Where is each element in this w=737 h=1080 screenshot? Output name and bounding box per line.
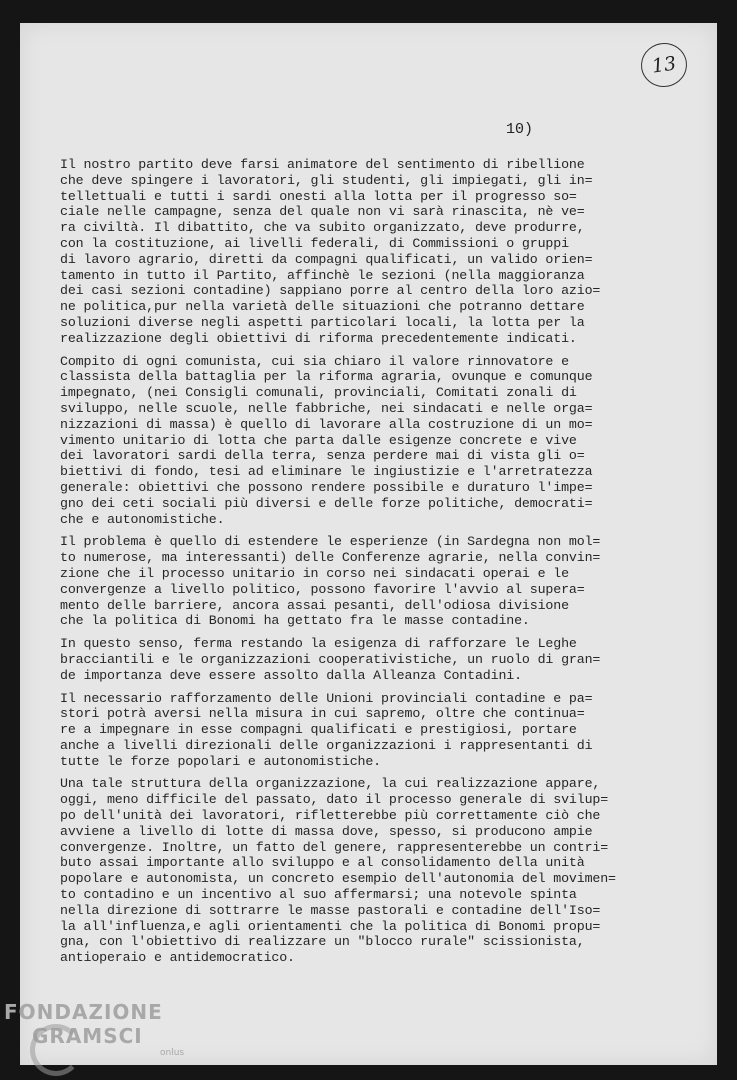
text-line: tamento in tutto il Partito, affinchè le sezioni (nella maggioranza [60,267,585,283]
text-line: de importanza deve essere assolto dalla Alleanza Contadini. [60,667,522,683]
text-line: Il necessario rafforzamento delle Unioni provinciali contadine e pa= [60,690,593,706]
paragraph [60,157,656,347]
text-line: Una tale struttura della organizzazione, la cui realizzazione appare, [60,776,601,792]
text-line: dei casi sezioni contadine) sappiano porre al centro della loro azio= [60,283,601,299]
text-line: antioperaio e antidemocratico. [60,950,295,966]
text-line: ra civiltà. Il dibattito, che va subito organizzato, deve produrre, [60,220,585,236]
watermark-line1: FONDAZIONE [4,1000,163,1024]
text-line: gno dei ceti sociali più diversi e delle forze politiche, democrati= [60,495,593,511]
text-line: vimento unitario di lotta che parta dalle esigenze concrete e vive [60,432,577,448]
text-line: impegnato, (nei Consigli comunali, provinciali, Comitati zonali di [60,385,577,401]
watermark-line2: GRAMSCI [32,1024,143,1048]
text-line: dei lavoratori sardi della terra, senza perdere mai di vista gli o= [60,448,585,464]
text-line: po dell'unità dei lavoratori, rifletterebbe più correttamente ciò che [60,808,601,824]
text-line: convergenze a livello politico, possono favorire l'avvio al supera= [60,581,585,597]
text-line: oggi, meno difficile del passato, dato il processo generale di svilup= [60,792,609,808]
page-number: 10) [506,121,534,138]
text-line: to numerose, ma interessanti) delle Conferenze agrarie, nella convin= [60,550,601,566]
text-line: re a impegnare in esse compagni qualificati e prestigiosi, portare [60,722,577,738]
text-line: stori potrà aversi nella misura in cui sapremo, oltre che continua= [60,706,585,722]
text-line: tellettuali e tutti i sardi onesti alla lotta per il progresso so= [60,188,577,204]
paragraph [60,636,656,683]
text-line: zione che il processo unitario in corso nei sindacati operai e le [60,565,569,581]
text-line: popolare e autonomista, un concreto esempio dell'autonomia del movimen= [60,871,616,887]
text-line: la all'influenza,e agli orientamenti che la politica di Bonomi propu= [60,918,601,934]
archive-number: 13 [650,52,678,78]
paragraph [60,534,656,629]
text-line: realizzazione degli obiettivi di riforma precedentemente indicati. [60,330,577,346]
text-line: ne politica,pur nella varietà delle situazioni che potranno dettare [60,299,585,315]
text-line: soluzioni diverse negli aspetti particolari locali, la lotta per la [60,314,585,330]
paragraph [60,691,656,770]
text-line: buto assai importante allo sviluppo e al consolidamento della unità [60,855,585,871]
text-line: Il nostro partito deve farsi animatore del sentimento di ribellione [60,157,585,172]
text-line: Compito di ogni comunista, cui sia chiaro il valore rinnovatore e [60,353,569,369]
text-line: che la politica di Bonomi ha gettato fra le masse contadine. [60,613,530,629]
text-line: che deve spingere i lavoratori, gli studenti, gli impiegati, gli in= [60,172,593,188]
text-line: to contadino e un incentivo al suo affermarsi; una notevole spinta [60,887,577,903]
text-line: generale: obiettivi che possono rendere possibile e duraturo l'impe= [60,479,593,495]
text-line: classista della battaglia per la riforma agraria, ovunque e comunque [60,369,593,385]
text-line: anche a livelli direzionali delle organizzazioni i rappresentanti di [60,737,593,753]
paragraph [60,776,656,966]
watermark-line3: onlus [160,1048,185,1058]
text-line: bracciantili e le organizzazioni cooperativistiche, un ruolo di gran= [60,651,601,667]
text-line: Il problema è quello di estendere le esperienze (in Sardegna non mol= [60,534,601,550]
text-line: mento delle barriere, ancora assai pesanti, dell'odiosa divisione [60,597,569,613]
text-line: sviluppo, nelle scuole, nelle fabbriche, nei sindacati e nelle orga= [60,400,593,416]
text-line: che e autonomistiche. [60,511,225,527]
document-body [60,157,656,973]
logo-g-icon [30,1024,82,1076]
text-line: nella direzione di sottrarre le masse pastorali e contadine dell'Iso= [60,902,601,918]
text-line: convergenze. Inoltre, un fatto del genere, rappresenterebbe un contri= [60,839,609,855]
text-line: biettivi di fondo, tesi ad eliminare le ingiustizie e l'arretratezza [60,464,593,480]
paragraph [60,354,656,528]
text-line: ciale nelle campagne, senza del quale non vi sarà rinascita, nè ve= [60,204,585,220]
text-line: avviene a livello di lotte di massa dove, spesso, si producono ampie [60,823,593,839]
text-line: gna, con l'obiettivo di realizzare un "blocco rurale" scissionista, [60,934,585,950]
text-line: con la costituzione, ai livelli federali, di Commissioni o gruppi [60,235,569,251]
text-line: di lavoro agrario, diretti da compagni qualificati, un valido orien= [60,251,593,267]
text-line: tutte le forze popolari e autonomistiche. [60,753,382,769]
text-line: In questo senso, ferma restando la esigenza di rafforzare le Leghe [60,636,577,652]
fondazione-gramsci-watermark [4,1000,185,1058]
text-line: nizzazioni di massa) è quello di lavorare alla costruzione di un mo= [60,416,593,432]
